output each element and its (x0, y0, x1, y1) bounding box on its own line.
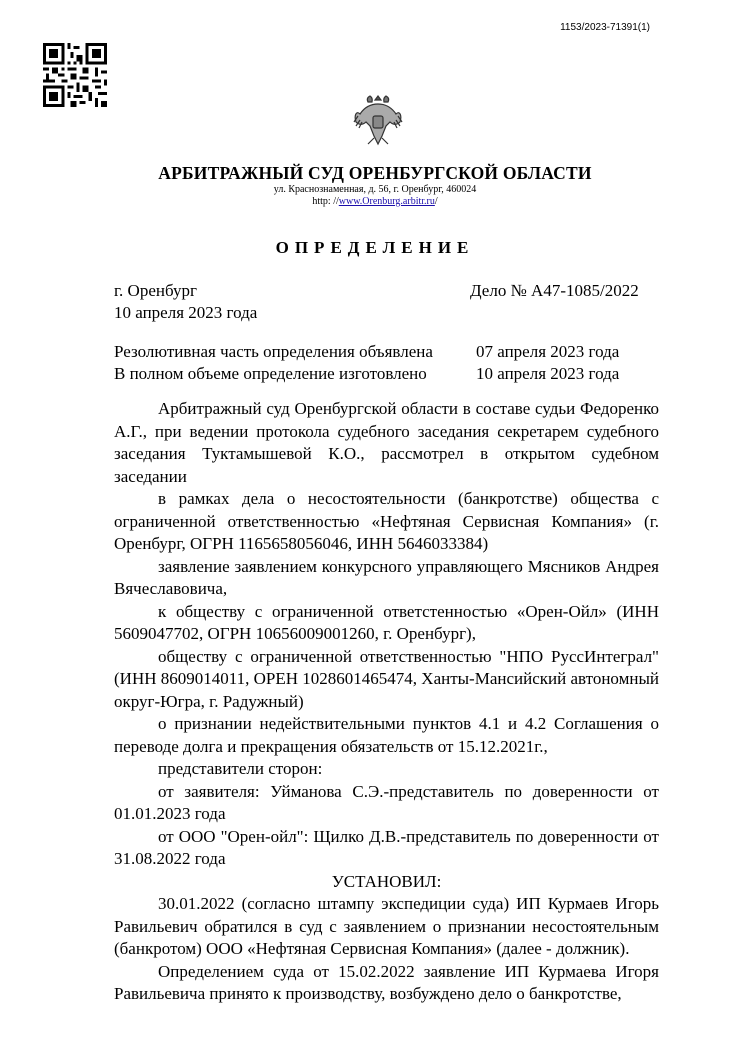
paragraph: Арбитражный суд Оренбургской области в составе судьи Федоренко А.Г., при ведении протокола судебного заседания секретарем судебного заседания Туктамышевой К.О., рассмотрел в открытом судебном заседании (114, 399, 659, 486)
court-address: ул. Краснознаменная, д. 56, г. Оренбург, 460024 (273, 184, 477, 195)
double-headed-eagle-emblem-icon (352, 92, 404, 150)
city: г. Оренбург (114, 281, 197, 300)
paragraph: представители сторон: (158, 759, 323, 778)
paragraph: от ООО "Орен-ойл": Щилко Д.В.-представитель по доверенности от 31.08.2022 года (114, 826, 659, 868)
paragraph: 30.01.2022 (согласно штампу экспедиции суда) ИП Курмаев Игорь Равильевич обратился в суд с заявлением о признании несостоятельным (банкротом) ООО «Нефтяная Сервисная Компания» (далее - должник). (114, 894, 659, 958)
paragraph: к обществу с ограниченной ответстенностью «Орен-Ойл» (ИНН 5609047702, ОГРН 10656009001260, г. Оренбург), (114, 601, 659, 643)
paragraph: обществу с ограниченной ответственностью "НПО РуссИнтеграл" (ИНН 8609014011, ОРЕН 1028601465474, Ханты-Мансийский автономный округ-Югра, г. Радужный) (114, 646, 659, 711)
court-address-block (0, 184, 750, 208)
court-name: АРБИТРАЖНЫЙ СУД ОРЕНБУРГСКОЙ ОБЛАСТИ (158, 163, 592, 183)
paragraph: о признании недействительными пунктов 4.1 и 4.2 Соглашения о переводе долга и прекращения обязательств от 15.12.2021г., (114, 714, 659, 756)
http-suffix: / (434, 196, 438, 207)
resolution-label: Резолютивная часть определения объявлена (114, 342, 433, 361)
document-number: 1153/2023-71391(1) (560, 22, 650, 33)
paragraph: от заявителя: Уйманова С.Э.-представитель по доверенности от 01.01.2023 года (114, 781, 659, 823)
established-heading: УСТАНОВИЛ: (331, 871, 442, 891)
full-text-label: В полном объеме определение изготовлено (114, 364, 427, 383)
document-title: ОПРЕДЕЛЕНИЕ (275, 238, 475, 257)
full-text-date: 10 апреля 2023 года (476, 364, 620, 383)
document-body (114, 398, 659, 1006)
document-date: 10 апреля 2023 года (114, 303, 258, 322)
paragraph: в рамках дела о несостоятельности (банкротстве) общества с ограниченной ответственностью «Нефтяная Сервисная Компания» (г. Оренбург, ОГРН 1165658056046, ИНН 5646033384) (114, 489, 659, 553)
paragraph: Определением суда от 15.02.2022 заявление ИП Курмаева Игоря Равильевича принято к производству, возбуждено дело о банкротстве, (114, 961, 659, 1003)
resolution-date: 07 апреля 2023 года (476, 342, 620, 361)
qr-code-icon (43, 43, 107, 107)
case-number: Дело № А47-1085/2022 (470, 281, 639, 300)
http-prefix: http: // (312, 196, 339, 207)
paragraph: заявление заявлением конкурсного управляющего Мясников Андрея Вячеславовича, (114, 556, 659, 598)
court-website-line (0, 196, 750, 208)
court-website-link[interactable]: www.Orenburg.arbitr.ru (338, 196, 435, 207)
